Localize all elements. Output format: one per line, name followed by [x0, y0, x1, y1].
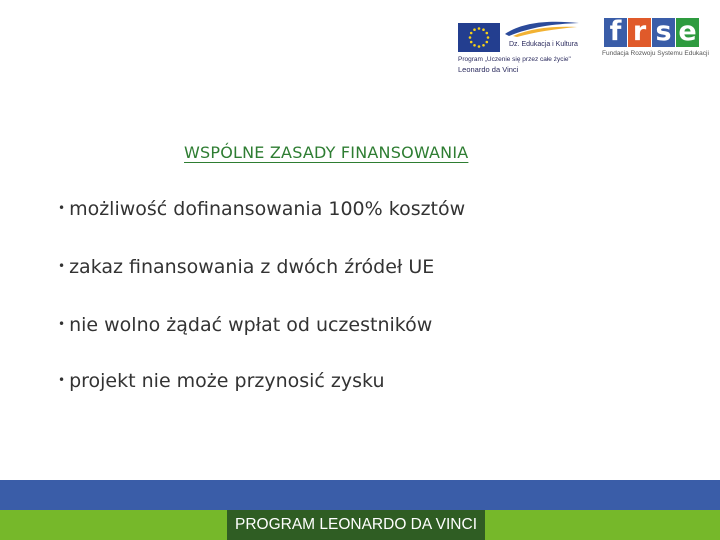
bullet-dot-icon: •	[58, 201, 66, 215]
eu-logo-line-1: Dz. Edukacja i Kultura	[509, 41, 578, 48]
footer-program-label: PROGRAM LEONARDO DA VINCI	[227, 510, 485, 540]
bullet-item	[58, 314, 432, 336]
eu-program-logo	[455, 18, 581, 80]
bullet-text: nie wolno żądać wpłat od uczestników	[69, 314, 433, 336]
bullet-text: zakaz finansowania z dwóch źródeł UE	[69, 256, 435, 278]
bullet-text: projekt nie może przynosić zysku	[69, 370, 385, 392]
footer-blue-band	[0, 480, 720, 510]
frse-caption: Fundacja Rozwoju Systemu Edukacji	[602, 50, 709, 57]
frse-letter-f: f	[604, 18, 627, 47]
eu-logo-line-2: Program „Uczenie się przez całe życie"	[458, 56, 571, 63]
frse-letter-s: s	[652, 18, 675, 47]
bullet-dot-icon: •	[58, 373, 66, 387]
swoosh-icon	[503, 18, 581, 38]
bullet-dot-icon: •	[58, 317, 66, 331]
frse-logo	[602, 16, 709, 62]
frse-letter-e: e	[676, 18, 699, 47]
bullet-item	[58, 198, 465, 220]
bullet-item	[58, 256, 434, 278]
bullet-item	[58, 370, 385, 392]
eu-flag-icon	[458, 23, 500, 52]
bullet-text: możliwość dofinansowania 100% kosztów	[69, 198, 466, 220]
frse-letter-r: r	[628, 18, 651, 47]
eu-stars-icon	[458, 23, 500, 52]
slide-title: WSPÓLNE ZASADY FINANSOWANIA	[184, 143, 469, 162]
eu-logo-line-3: Leonardo da Vinci	[458, 65, 519, 74]
bullet-dot-icon: •	[58, 259, 66, 273]
